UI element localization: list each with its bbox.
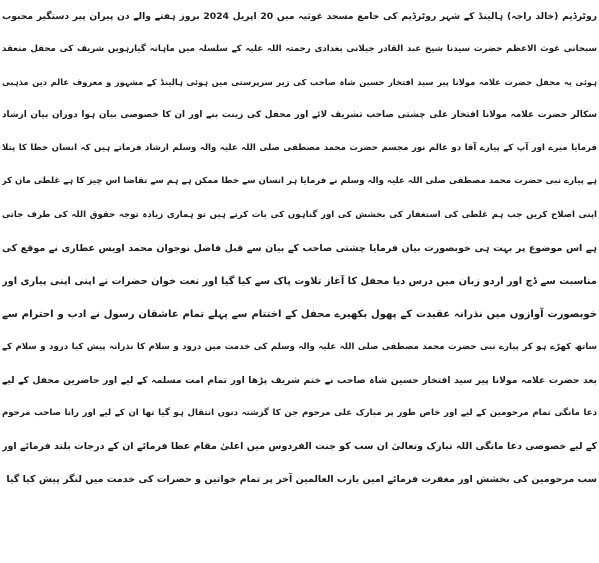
article-line: بعد حضرت علامہ مولانا پیر سید افتخار حسین شاہ صاحب نے ختم شریف پڑھا اور تمام امت مسلمہ کے لیے اور حاضرین محفل کے لیے	[2, 375, 597, 387]
article-line: ہے اس موضوع پر بہت ہی خوبصورت بیان فرمایا چشتی صاحب کے بیان سے قبل فاضل نوجوان محمد اویس عطاری نے موقع کی	[2, 242, 597, 254]
article-line: مناسبت سے ڈچ اور اردو زبان میں درس دیا محفل کا آغاز تلاوت پاک سے کیا گیا اور نعت خوان حضرات نے اپنی اپنی پیاری اور	[2, 275, 597, 287]
article-line: دعا مانگی تمام مرحومین کے لیے اور خاص طور پر مبارک علی مرحوم جن کا گزشتہ دنوں انتقال ہو گیا تھا ان کے لیے اور رانا صاحب مرحوم	[2, 408, 597, 419]
article-line: اپنی اصلاح کریں جب ہم غلطی کی استغفار کی بخشش کی اور گناہوں کی بات کرتے ہیں تو ہماری زیادہ توجہ حقوق اللہ کی طرف جاتی	[2, 209, 597, 220]
news-article	[2, 0, 597, 563]
article-line: کے لیے خصوصی دعا مانگی اللہ تبارک وتعالیٰ ان سب کو جنت الفردوس میں اعلیٰ مقام عطا فرمائے ان کے درجات بلند فرمائے اور	[2, 441, 597, 453]
article-line: ہوئی یہ محفل حضرت علامہ مولانا پیر سید افتخار حسین شاہ صاحب کی زیر سرپرستی میں ہوئی ہالینڈ کے مشہور و معروف عالم دین مذہبی	[2, 77, 597, 88]
article-line: ہے پیارے نبی حضرت محمد مصطفی صلی اللہ علیہ والہ وسلم نے فرمایا ہر انسان سے خطا ممکن ہے ہم سے تقاضا اس چیز کا ہے غلطی مان کر	[2, 176, 597, 187]
article-line: روٹرڈیم (خالد راجہ) ہالینڈ کے شہر روٹرڈیم کی جامع مسجد غوثیہ میں 20 اپریل 2024 بروز ہفتے والے دن پیران پیر دستگیر محبوب	[2, 11, 597, 22]
article-line-last: سب مرحومین کی بخشش اور مغفرت فرمائے امین یارب العالمین آخر پر تمام خواتین و حضرات کی خدمت میں لنگر پیش کیا گیا	[6, 474, 597, 486]
article-line: فرمایا میرے اور آپ کے پیارے آقا دو عالم نور مجسم حضرت محمد مصطفی صلی اللہ علیہ والہ وسلم ارشاد فرماتے ہیں کہ انسان خطا کا پتلا	[2, 143, 597, 154]
article-line: خوبصورت آوازوں میں نذرانہ عقیدت کے پھول بکھیرے محفل کے اختتام سے پہلے تمام عاشقان رسول نے ادب و احترام سے	[2, 308, 597, 320]
article-line: ساتھ کھڑے ہو کر پیارے نبی حضرت محمد مصطفی صلی اللہ علیہ والہ وسلم کی خدمت میں درود و سلام کا نذرانہ پیش کیا درود و سلام کے	[2, 341, 597, 352]
article-line: سبحانی غوث الاعظم حضرت سیدنا شیخ عبد القادر جیلانی بغدادی رحمتہ اللہ علیہ کے سلسلہ میں ماہانہ گیارہویں شریف کی محفل منعقد	[2, 44, 597, 55]
article-line: سکالر حضرت علامہ مولانا افتخار علی چشتی صاحب تشریف لائے اور محفل کی زینت بنے اور ان کا خصوصی بیان ہوا دوران بیان ارشاد	[2, 110, 597, 121]
